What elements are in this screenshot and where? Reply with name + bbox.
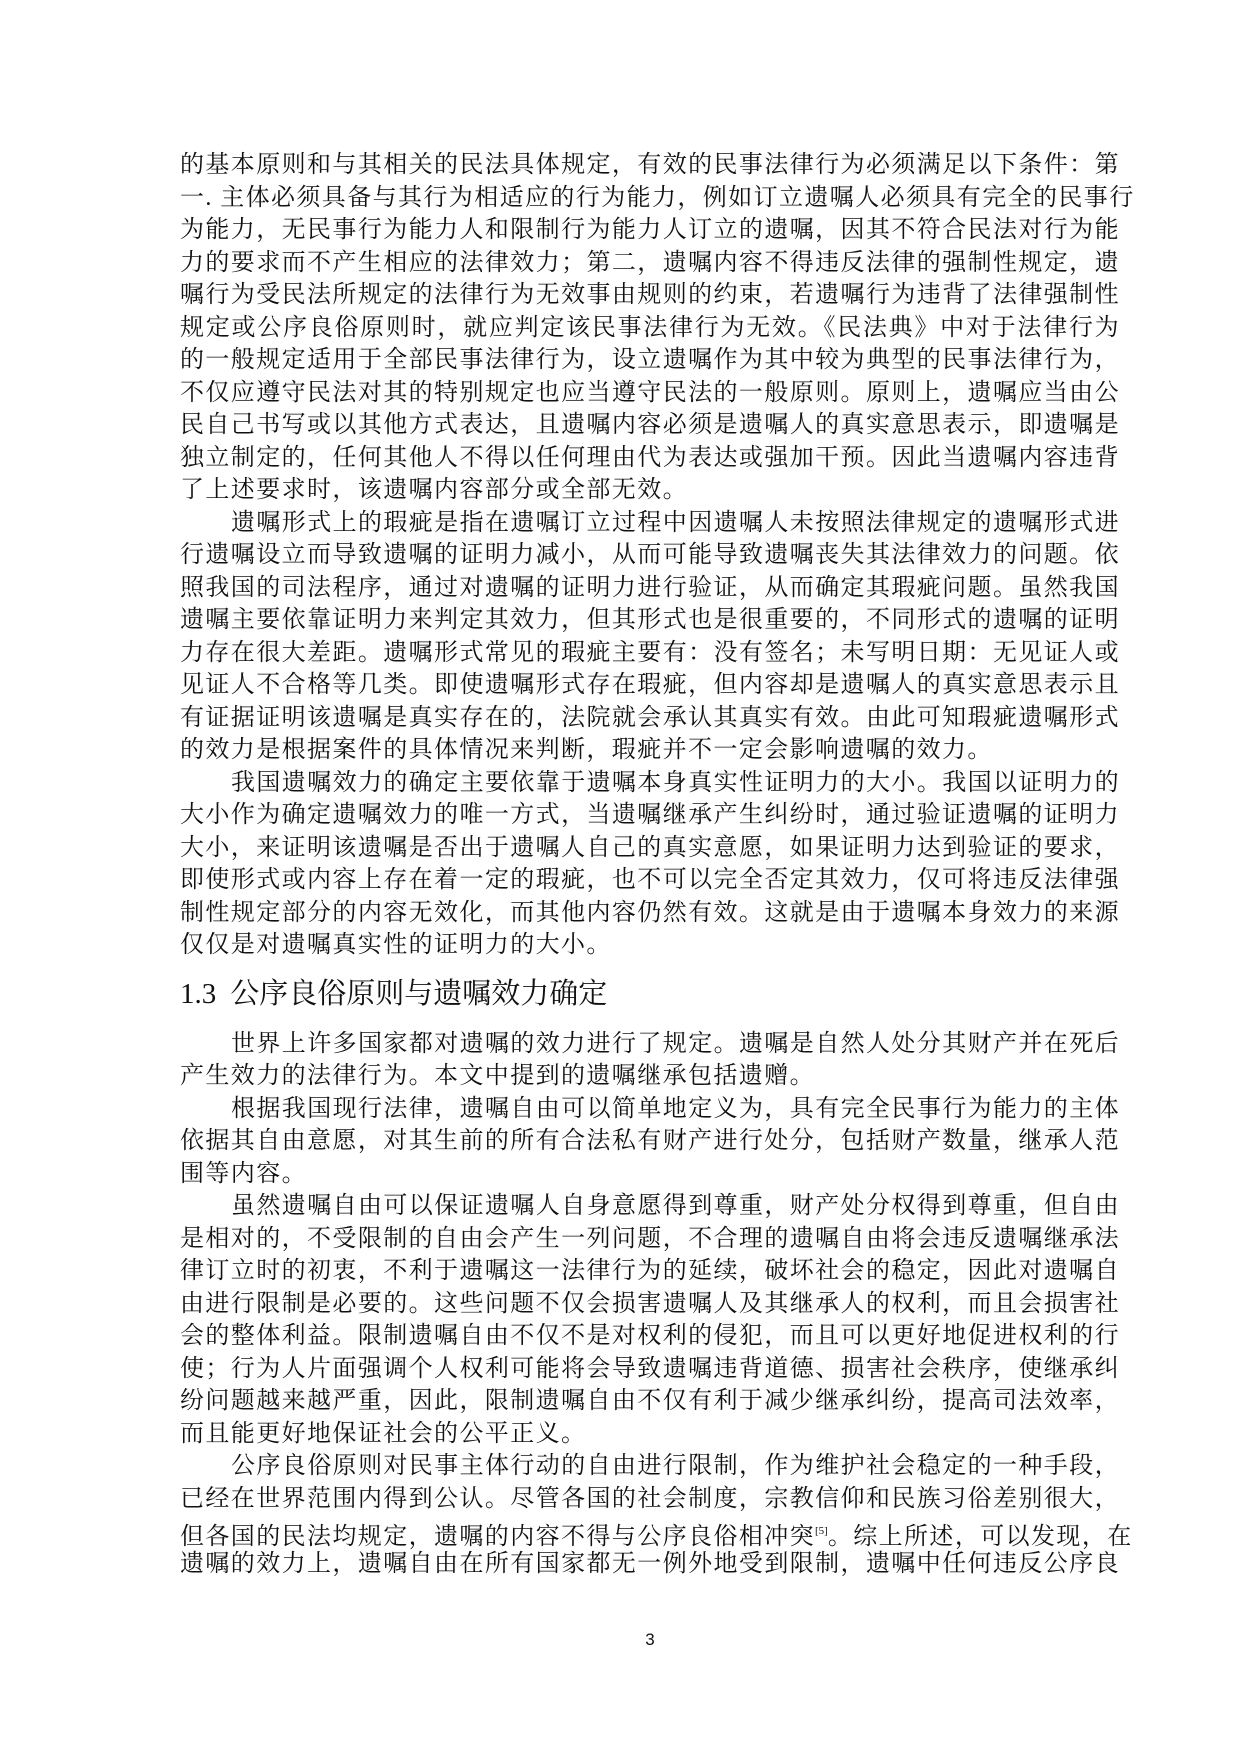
text-line: 有证据证明该遗嘱是真实存在的，法院就会承认其真实有效。由此可知瑕疵遗嘱形式: [180, 704, 1120, 731]
section-title: 公序良俗原则与遗嘱效力确定: [230, 975, 608, 1010]
paragraph: [180, 767, 1120, 962]
text-line: 使；行为人片面强调个人权利可能将会导致遗嘱违背道德、损害社会秩序，使继承纠: [180, 1355, 1120, 1382]
text-line: 纷问题越来越严重，因此，限制遗嘱自由不仅有利于减少继承纠纷，提高司法效率，: [180, 1388, 1120, 1414]
text-line: 制性规定部分的内容无效化，而其他内容仍然有效。这就是由于遗嘱本身效力的来源: [180, 899, 1120, 926]
text-line: 不仅应遵守民法对其的特别规定也应当遵守民法的一般原则。原则上，遗嘱应当由公: [180, 379, 1120, 406]
citation-reference[interactable]: [5]: [815, 1525, 828, 1537]
text-line: 大小作为确定遗嘱效力的唯一方式，当遗嘱继承产生纠纷时，通过验证遗嘱的证明力: [180, 802, 1120, 828]
text-line: 独立制定的，任何其他人不得以任何理由代为表达或强加干预。因此当遗嘱内容违背: [180, 444, 1120, 471]
text-line: 公序良俗原则对民事主体行动的自由进行限制，作为维护社会稳定的一种手段，: [231, 1453, 1120, 1479]
text-line: 了上述要求时，该遗嘱内容部分或全部无效。: [180, 477, 688, 503]
text-line: 我国遗嘱效力的确定主要依靠于遗嘱本身真实性证明力的大小。我国以证明力的: [231, 769, 1120, 796]
text-line: 见证人不合格等几类。即使遗嘱形式存在瑕疵，但内容却是遗嘱人的真实意思表示且: [180, 672, 1120, 698]
text-line: 由进行限制是必要的。这些问题不仅会损害遗嘱人及其继承人的权利，而且会损害社: [180, 1290, 1120, 1317]
text-line: 而且能更好地保证社会的公平正义。: [180, 1420, 587, 1447]
text-line: [180, 1515, 1133, 1550]
document-body: [180, 149, 1135, 1580]
text-line: 遗嘱的效力上，遗嘱自由在所有国家都无一例外地受到限制，遗嘱中任何违反公序良: [180, 1550, 1120, 1577]
text-line: 民自己书写或以其他方式表达，且遗嘱内容必须是遗嘱人的真实意思表示，即遗嘱是: [180, 412, 1120, 438]
text-line: 的基本原则和与其相关的民法具体规定，有效的民事法律行为必须满足以下条件：第: [180, 152, 1120, 178]
text-line: 依据其自由意愿，对其生前的所有合法私有财产进行处分，包括财产数量，继承人范: [180, 1128, 1120, 1154]
section-number: 1.3: [180, 977, 217, 1010]
text-line: 的一般规定适用于全部民事法律行为，设立遗嘱作为其中较为典型的民事法律行为，: [180, 347, 1120, 373]
text-line: 遗嘱形式上的瑕疵是指在遗嘱订立过程中因遗嘱人未按照法律规定的遗嘱形式进: [231, 509, 1120, 536]
paragraph: [180, 1028, 1120, 1093]
text-line: 世界上许多国家都对遗嘱的效力进行了规定。遗嘱是自然人处分其财产并在死后: [231, 1030, 1120, 1057]
text-line: 为能力，无民事行为能力人和限制行为能力人订立的遗嘱，因其不符合民法对行为能: [180, 217, 1120, 243]
text-segment: 。综上所述，可以发现，在: [827, 1524, 1133, 1550]
text-line: 的效力是根据案件的具体情况来判断，瑕疵并不一定会影响遗嘱的效力。: [180, 737, 993, 763]
text-line: 律订立时的初衷，不利于遗嘱这一法律行为的延续，破坏社会的稳定，因此对遗嘱自: [180, 1258, 1120, 1284]
text-line: 会的整体利益。限制遗嘱自由不仅不是对权利的侵犯，而且可以更好地促进权利的行: [180, 1323, 1120, 1349]
paragraph: [180, 1450, 1133, 1580]
text-line: 产生效力的法律行为。本文中提到的遗嘱继承包括遗赠。: [180, 1063, 815, 1089]
text-line: 嘱行为受民法所规定的法律行为无效事由规则的约束，若遗嘱行为违背了法律强制性: [180, 282, 1120, 308]
paragraph: [180, 149, 1135, 507]
paragraph: [180, 1093, 1120, 1191]
text-line: 是相对的，不受限制的自由会产生一列问题，不合理的遗嘱自由将会违反遗嘱继承法: [180, 1225, 1120, 1252]
text-line: 虽然遗嘱自由可以保证遗嘱人自身意愿得到尊重，财产处分权得到尊重，但自由: [231, 1193, 1120, 1219]
text-line: 力存在很大差距。遗嘱形式常见的瑕疵主要有：没有签名；未写明日期：无见证人或: [180, 639, 1120, 666]
text-line: 行遗嘱设立而导致遗嘱的证明力减小，从而可能导致遗嘱丧失其法律效力的问题。依: [180, 542, 1120, 568]
text-line: 仅仅是对遗嘱真实性的证明力的大小。: [180, 932, 612, 958]
text-line: 遗嘱主要依靠证明力来判定其效力，但其形式也是很重要的，不同形式的遗嘱的证明: [180, 607, 1120, 633]
text-line: 力的要求而不产生相应的法律效力；第二，遗嘱内容不得违反法律的强制性规定，遗: [180, 249, 1120, 276]
text-line: 围等内容。: [180, 1160, 307, 1187]
text-line: 即使形式或内容上存在着一定的瑕疵，也不可以完全否定其效力，仅可将违反法律强: [180, 867, 1120, 893]
text-line: 照我国的司法程序，通过对遗嘱的证明力进行验证，从而确定其瑕疵问题。虽然我国: [180, 574, 1120, 601]
text-line: 规定或公序良俗原则时，就应判定该民事法律行为无效。《民法典》中对于法律行为: [180, 314, 1120, 341]
page-number: 3: [645, 1630, 655, 1649]
paragraph: [180, 1190, 1120, 1450]
text-line: 根据我国现行法律，遗嘱自由可以简单地定义为，具有完全民事行为能力的主体: [231, 1095, 1120, 1122]
text-line: 已经在世界范围内得到公认。尽管各国的社会制度，宗教信仰和民族习俗差别很大，: [180, 1485, 1120, 1512]
text-segment: 但各国的民法均规定，遗嘱的内容不得与公序良俗相冲突: [180, 1524, 815, 1550]
text-line: 一. 主体必须具备与其行为相适应的行为能力，例如订立遗嘱人必须具有完全的民事行: [180, 184, 1135, 211]
section-heading: [180, 962, 1120, 1028]
text-line: 大小，来证明该遗嘱是否出于遗嘱人自己的真实意愿，如果证明力达到验证的要求，: [180, 834, 1120, 861]
paragraph: [180, 507, 1120, 767]
